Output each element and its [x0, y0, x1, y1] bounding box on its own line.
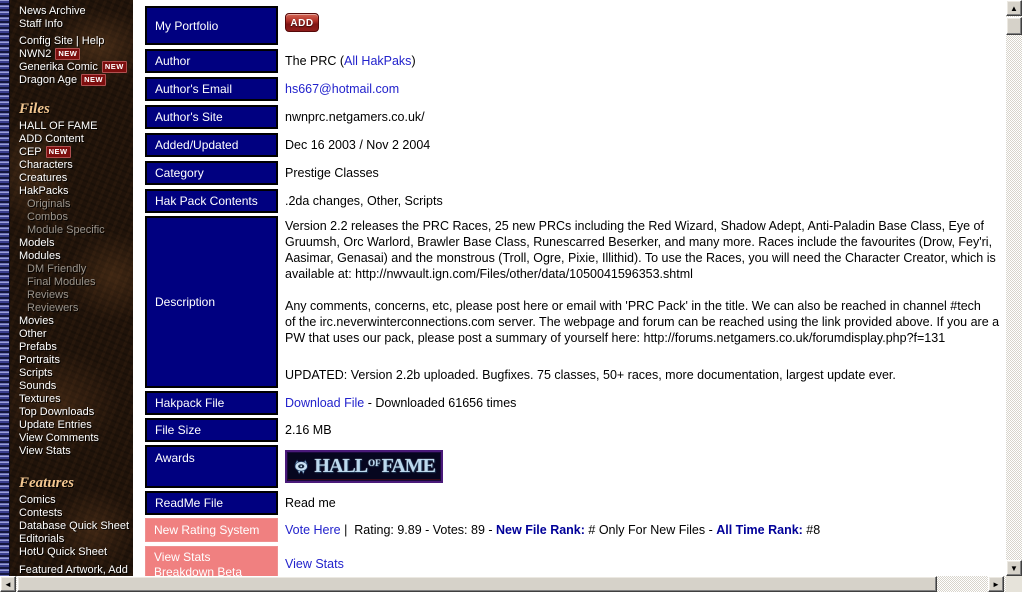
sidebar-item-dragon-age[interactable]: [19, 74, 133, 87]
view-stats-link[interactable]: View Stats: [285, 557, 344, 571]
table-row-author: [145, 49, 1006, 73]
sidebar-item-label: Modules: [19, 250, 61, 262]
category-value: Prestige Classes: [285, 166, 379, 180]
sidebar-item-cep[interactable]: [19, 146, 133, 159]
description-line: Any comments, concerns, etc, please post here or email with 'PRC Pack' in the title. We can also be reached in channel #tech: [285, 299, 981, 313]
rating-label: New Rating System: [145, 518, 278, 542]
sidebar-item-reviews[interactable]: [19, 289, 133, 302]
table-row-portfolio: [145, 6, 1006, 45]
email-value: [285, 77, 399, 101]
sidebar-header-files: Files: [19, 101, 50, 117]
readme-value: [285, 491, 336, 515]
sidebar-item-label: Final Modules: [27, 276, 96, 288]
description-label: Description: [145, 216, 278, 388]
sidebar-item-label: Update Entries: [19, 419, 92, 431]
author-value: The PRC ( All HakPaks ): [285, 54, 416, 68]
sidebar-item-config-site-help[interactable]: [19, 35, 133, 48]
table-row-email: [145, 77, 1006, 101]
portfolio-value: [285, 6, 319, 45]
table-row-category: [145, 161, 1006, 185]
horizontal-scrollbar[interactable]: [0, 576, 1006, 592]
sidebar-item-dm-friendly[interactable]: [19, 263, 133, 276]
sidebar-item-hotu-quick-sheet[interactable]: [19, 546, 133, 559]
description-line: Gruumsh, Orc Warlord, Brawler Base Class, Runescarred Beserker, and many more. Races include the favourites (Drow, Fey'ri,: [285, 235, 993, 249]
sidebar-item-other[interactable]: [19, 328, 133, 341]
sidebar-item-scripts[interactable]: [19, 367, 133, 380]
description-paragraph: [285, 367, 999, 383]
sidebar-item-originals[interactable]: [19, 198, 133, 211]
sidebar-item-label: Reviewers: [27, 302, 79, 314]
table-row-added: [145, 133, 1006, 157]
new-badge: NEW: [81, 74, 106, 86]
scroll-left-button[interactable]: ◄: [0, 576, 16, 592]
site-value: nwnprc.netgamers.co.uk/: [285, 110, 425, 124]
sidebar-item-characters[interactable]: [19, 159, 133, 172]
sidebar-item-database-quick-sheet[interactable]: [19, 520, 133, 533]
sidebar-item-sounds[interactable]: [19, 380, 133, 393]
table-row-rating: [145, 518, 1006, 542]
sidebar-item-textures[interactable]: [19, 393, 133, 406]
sidebar-item-combos[interactable]: [19, 211, 133, 224]
description-paragraph: [285, 298, 999, 346]
sidebar-item-label: CEP: [19, 146, 42, 158]
awards-value: [285, 445, 443, 488]
sidebar: [0, 0, 133, 576]
sidebar-item-generika-comic[interactable]: [19, 61, 133, 74]
sidebar-item-label: Scripts: [19, 367, 53, 379]
hakpack-file-value: Download File - Downloaded 61656 times: [285, 396, 517, 410]
all-time-rank-label: All Time Rank:: [716, 523, 803, 537]
sidebar-item-news-archive[interactable]: [19, 5, 133, 18]
description-line: of the irc.neverwinterconnections.com server. The webpage and forum can be reached using the link provided above. If you are a: [285, 315, 1000, 329]
sidebar-item-label: HakPacks: [19, 185, 69, 197]
site-label: Author's Site: [145, 105, 278, 129]
sidebar-item-update-entries[interactable]: [19, 419, 133, 432]
sidebar-item-label: Top Downloads: [19, 406, 95, 418]
description-text: [285, 216, 999, 388]
table-row-hakpack-file: [145, 391, 1006, 415]
new-badge: NEW: [102, 61, 127, 73]
file-size-value: 2.16 MB: [285, 423, 332, 437]
sidebar-item-label: ADD Content: [19, 133, 84, 145]
sidebar-item-label: HALL OF FAME: [19, 120, 98, 132]
description-line: Aasimar, Genasai) and the monstrous (Troll, Ogre, Pixie, Illithid). To use the Races, you will need the Character Creator, which is: [285, 251, 996, 265]
sidebar-item-label: Creatures: [19, 172, 68, 184]
sidebar-item-label: Comics: [19, 494, 56, 506]
sidebar-item-view-stats[interactable]: [19, 445, 133, 458]
scroll-right-button[interactable]: ►: [988, 576, 1004, 592]
read-me-link[interactable]: Read me: [285, 496, 336, 510]
contents-label: Hak Pack Contents: [145, 189, 278, 213]
added-value: Dec 16 2003 / Nov 2 2004: [285, 138, 431, 152]
vote-here-link[interactable]: Vote Here: [285, 523, 341, 537]
sidebar-item-creatures[interactable]: [19, 172, 133, 185]
sidebar-item-label: Other: [19, 328, 47, 340]
sidebar-item-add-content[interactable]: [19, 133, 133, 146]
sidebar-item-label: Config Site | Help: [19, 35, 105, 47]
sidebar-item-hakpacks[interactable]: [19, 185, 133, 198]
description-line: Version 2.2 releases the PRC Races, 25 new PRCs including the Red Wizard, Shadow Adept, Anti-Paladin Base Class, Eye of: [285, 219, 984, 233]
vertical-scrollbar-thumb[interactable]: [1006, 17, 1022, 35]
sidebar-item-label: Combos: [27, 211, 68, 223]
sidebar-item-portraits[interactable]: [19, 354, 133, 367]
download-file-link[interactable]: Download File: [285, 396, 365, 410]
sidebar-item-top-downloads[interactable]: [19, 406, 133, 419]
sidebar-item-label: Contests: [19, 507, 63, 519]
sidebar-item-label: View Comments: [19, 432, 99, 444]
sidebar-item-label: Originals: [27, 198, 71, 210]
sidebar-decorative-edge: [0, 0, 10, 576]
horizontal-scrollbar-thumb[interactable]: [17, 576, 937, 592]
scroll-down-button[interactable]: ▼: [1006, 560, 1022, 576]
hall-of-fame-text: $HALL^{OF}FAME$: [314, 455, 435, 477]
sidebar-item-label: Staff Info: [19, 18, 63, 30]
sidebar-item-view-comments[interactable]: [19, 432, 133, 445]
sidebar-item-label: Textures: [19, 393, 61, 405]
hall-of-fame-skull-icon: [293, 456, 309, 478]
add-button[interactable]: ADD: [285, 13, 319, 32]
table-row-readme: [145, 491, 1006, 515]
sidebar-item-label: NWN2: [19, 48, 52, 60]
portfolio-label: [145, 6, 278, 45]
table-row-awards: [145, 445, 1006, 488]
description-line: available at: http://nwvault.ign.com/Files/other/data/1050041596353.shtml: [285, 267, 693, 281]
sidebar-item-movies[interactable]: [19, 315, 133, 328]
table-row-description: [145, 216, 1006, 388]
sidebar-item-label: Editorials: [19, 533, 65, 545]
table-row-file-size: [145, 418, 1006, 442]
new-badge: NEW: [46, 146, 71, 158]
sidebar-item-nwn2[interactable]: [19, 48, 133, 61]
portfolio-label-text: My Portfolio: [155, 18, 219, 33]
sidebar-item-label: Generika Comic: [19, 61, 98, 73]
sidebar-item-final-modules[interactable]: [19, 276, 133, 289]
sidebar-header-features: Features: [19, 475, 75, 491]
sidebar-item-comics[interactable]: [19, 494, 133, 507]
new-file-rank-label: New File Rank:: [496, 523, 585, 537]
sidebar-item-label: Reviews: [27, 289, 69, 301]
sidebar-nav: [10, 5, 133, 576]
sidebar-item-label: Characters: [19, 159, 73, 171]
awards-label: Awards: [145, 445, 278, 488]
view-stats-label: View Stats Breakdown Beta: [145, 546, 278, 576]
sidebar-item-module-specific[interactable]: [19, 224, 133, 237]
sidebar-item-prefabs[interactable]: [19, 341, 133, 354]
table-row-view-stats: [145, 546, 1006, 576]
readme-label: ReadMe File: [145, 491, 278, 515]
sidebar-item-label: Movies: [19, 315, 54, 327]
sidebar-item-editorials[interactable]: [19, 533, 133, 546]
sidebar-item-label: Prefabs: [19, 341, 57, 353]
sidebar-item-label: Models: [19, 237, 55, 249]
table-row-site: [145, 105, 1006, 129]
sidebar-item-featured-artwork-add[interactable]: [19, 564, 133, 576]
sidebar-item-contests[interactable]: [19, 507, 133, 520]
sidebar-item-models[interactable]: [19, 237, 133, 250]
vertical-scrollbar[interactable]: [1006, 0, 1022, 576]
scroll-up-button[interactable]: ▲: [1006, 0, 1022, 16]
description-line: UPDATED: Version 2.2b uploaded. Bugfixes. 75 classes, 50+ races, more documentation, largest update ever.: [285, 368, 896, 382]
hakpack-file-label: Hakpack File: [145, 391, 278, 415]
sidebar-item-hall-of-fame[interactable]: [19, 120, 133, 133]
scrollbar-corner: [1006, 576, 1022, 592]
sidebar-item-label: Module Specific: [27, 224, 105, 236]
description-line: PW that uses our pack, please post a summary of yourself here: http://forums.netgamers.co.uk/forumdisplay.php?f=131: [285, 331, 946, 345]
all-hakpaks-link[interactable]: All HakPaks: [344, 54, 412, 68]
new-badge: NEW: [55, 48, 80, 60]
main-content: [133, 0, 1006, 576]
sidebar-item-label: HotU Quick Sheet: [19, 546, 108, 558]
sidebar-item-label: DM Friendly: [27, 263, 87, 275]
hall-of-fame-badge: [285, 450, 443, 483]
sidebar-item-staff-info[interactable]: [19, 18, 133, 31]
email-link[interactable]: hs667@hotmail.com: [285, 82, 400, 96]
sidebar-item-label: View Stats: [19, 445, 71, 457]
sidebar-item-label: Sounds: [19, 380, 57, 392]
file-size-label: File Size: [145, 418, 278, 442]
sidebar-item-label: Database Quick Sheet: [19, 520, 130, 532]
sidebar-item-label: Featured Artwork, Add: [19, 564, 128, 576]
author-label: Author: [145, 49, 278, 73]
email-label: Author's Email: [145, 77, 278, 101]
rating-value: Vote Here | Rating: 9.89 - Votes: 89 - New File Rank: # Only For New Files - All Time Rank: #8: [285, 523, 821, 537]
sidebar-item-label: News Archive: [19, 5, 86, 17]
sidebar-item-modules[interactable]: [19, 250, 133, 263]
contents-value: .2da changes, Other, Scripts: [285, 194, 443, 208]
added-label: Added/Updated: [145, 133, 278, 157]
sidebar-item-label: Portraits: [19, 354, 60, 366]
description-paragraph: [285, 218, 999, 282]
category-label: Category: [145, 161, 278, 185]
view-stats-value: [285, 546, 344, 576]
sidebar-item-label: Dragon Age: [19, 74, 78, 86]
sidebar-item-reviewers[interactable]: [19, 302, 133, 315]
table-row-contents: [145, 189, 1006, 213]
